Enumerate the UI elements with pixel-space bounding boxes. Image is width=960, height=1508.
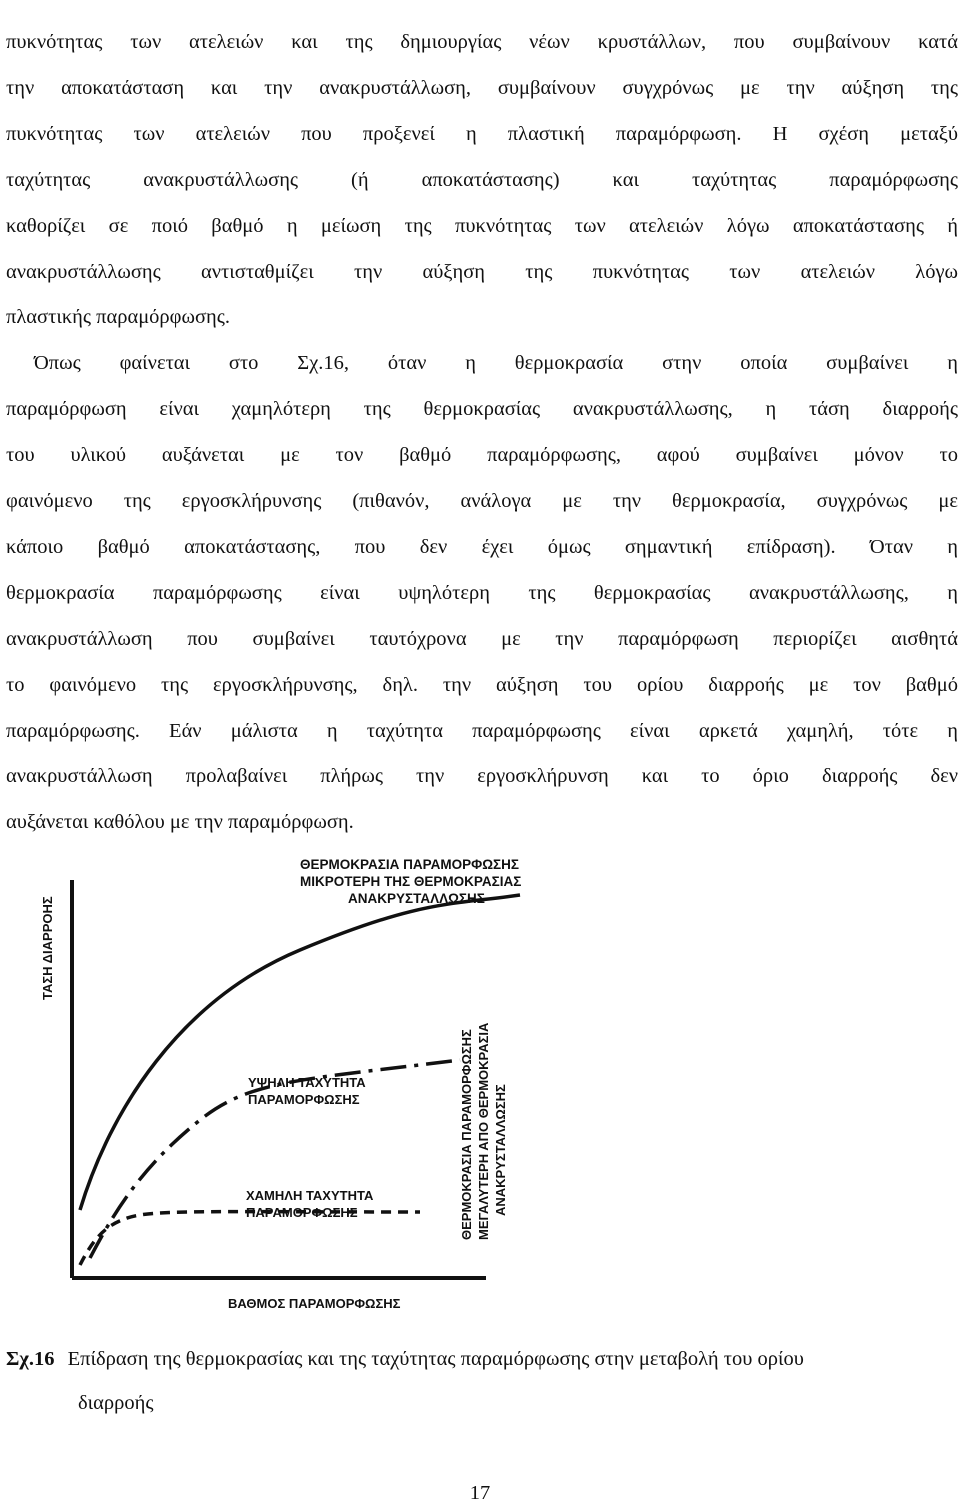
text-line: πλαστικής παραμόρφωσης. [6, 306, 230, 329]
text-line: αυξάνεται καθόλου με την παραμόρφωση. [6, 811, 354, 834]
vertical-label-line-3: ΑΝΑΚΡΥΣΤΑΛΛΩΣΗΣ [493, 1084, 508, 1216]
text-line: ταχύτητας ανακρυστάλλωσης (ή αποκατάστασης) και ταχύτητας παραμόρφωσης [6, 168, 958, 191]
text-line: θερμοκρασία παραμόρφωσης είναι υψηλότερη της θερμοκρασίας ανακρυστάλλωσης, η [6, 581, 958, 604]
vertical-label-line-1: ΘΕΡΜΟΚΡΑΣΙΑ ΠΑΡΑΜΟΡΦΩΣΗΣ [459, 1029, 474, 1240]
top-label-line-3: ΑΝΑΚΡΥΣΤΑΛΛΩΣΗΣ [348, 891, 485, 906]
text-line: καθορίζει σε ποιό βαθμό η μείωση της πυκνότητας των ατελειών λόγω αποκατάστασης ή [6, 214, 958, 237]
x-axis-label: ΒΑΘΜΟΣ ΠΑΡΑΜΟΡΦΩΣΗΣ [228, 1296, 401, 1311]
text-line: φαινόμενο της εργοσκλήρυνσης (πιθανόν, ανάλογα με την θερμοκρασία, συγχρόνως με [6, 490, 958, 512]
text-line: πυκνότητας των ατελειών που προξενεί η πλαστική παραμόρφωση. Η σχέση μεταξύ [6, 122, 958, 145]
caption-text: Επίδραση της θερμοκρασίας και της ταχύτητας παραμόρφωσης στην μεταβολή του ορίου [67, 1348, 804, 1370]
curve-low-temperature [80, 895, 520, 1210]
text-line: την αποκατάσταση και την ανακρυστάλλωση, συμβαίνουν συγχρόνως με την αύξηση της [6, 76, 958, 99]
text-line: ανακρυστάλλωσης αντισταθμίζει την αύξηση της πυκνότητας των ατελειών λόγω [6, 260, 958, 283]
text-line: του υλικού αυξάνεται με τον βαθμό παραμόρφωσης, αφού συμβαίνει μόνον το [6, 444, 958, 467]
top-label-line-2: ΜΙΚΡΟΤΕΡΗ ΤΗΣ ΘΕΡΜΟΚΡΑΣΙΑΣ [300, 874, 522, 889]
low-rate-label-line-2: ΠΑΡΑΜΟΡΦΩΣΗΣ [246, 1205, 358, 1220]
text-line: παραμόρφωσης. Εάν μάλιστα η ταχύτητα παραμόρφωσης είναι αρκετά χαμηλή, τότε η [6, 719, 958, 742]
page-number: 17 [469, 1482, 491, 1504]
caption-label: Σχ.16 [6, 1348, 55, 1370]
text-line: κάποιο βαθμό αποκατάστασης, που δεν έχει όμως σημαντική επίδραση). Όταν η [6, 535, 958, 558]
text-line: ανακρυστάλλωση που συμβαίνει ταυτόχρονα με την παραμόρφωση περιορίζει αισθητά [6, 627, 958, 650]
high-rate-label-line-2: ΠΑΡΑΜΟΡΦΩΣΗΣ [248, 1092, 360, 1107]
high-rate-label-line-1: ΥΨΗΛΗ ΤΑΧΥΤΗΤΑ [248, 1075, 366, 1090]
text-line: παραμόρφωση είναι χαμηλότερη της θερμοκρασίας ανακρυστάλλωσης, η τάση διαρροής [6, 398, 958, 421]
text-line: ανακρυστάλλωση προλαβαίνει πλήρως την εργοσκλήρυνση και το όριο διαρροής δεν [6, 765, 958, 788]
text-line: το φαινόμενο της εργοσκλήρυνσης, δηλ. την αύξηση του ορίου διαρροής με τον βαθμό [6, 673, 958, 696]
caption-text-line-2: διαρροής [78, 1392, 154, 1414]
figure-caption [6, 1345, 956, 1414]
text-line: Όπως φαίνεται στο Σχ.16, όταν η θερμοκρασία στην οποία συμβαίνει η [34, 352, 958, 375]
text-line: πυκνότητας των ατελειών και της δημιουργίας νέων κρυστάλλων, που συμβαίνουν κατά [6, 31, 958, 53]
vertical-label-line-2: ΜΕΓΑΛΥΤΕΡΗ ΑΠΟ ΘΕΡΜΟΚΡΑΣΙΑ [476, 1022, 491, 1240]
y-axis-label: ΤΑΣΗ ΔΙΑΡΡΟΗΣ [40, 896, 55, 1000]
top-label-line-1: ΘΕΡΜΟΚΡΑΣΙΑ ΠΑΡΑΜΟΡΦΩΣΗΣ [300, 857, 519, 872]
low-rate-label-line-1: ΧΑΜΗΛΗ ΤΑΧΥΤΗΤΑ [246, 1188, 374, 1203]
